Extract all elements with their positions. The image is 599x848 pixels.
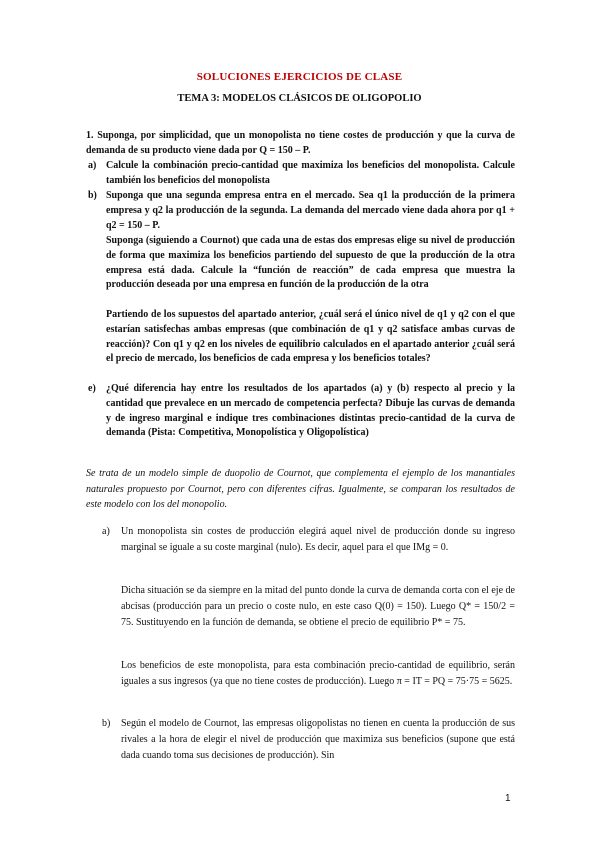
answer-a-paragraph-3: Los beneficios de este monopolista, para esta combinación precio-cantidad de equilibrio, serán iguales a sus ingresos (ya que no tiene costes de producción). Luego π = IT = PQ = 75·75 = 5625. xyxy=(121,660,515,687)
page-number: 1 xyxy=(505,793,511,804)
question-part-b-label: b) xyxy=(88,190,97,201)
document-title: SOLUCIONES EJERCICIOS DE CLASE xyxy=(196,71,403,83)
question-part-b-text: Suponga que una segunda empresa entra en el mercado. Sea q1 la producción de la primera empresa y q2 la producción de la segunda. La demanda del mercado viene dada ahora por q1 + q2 = 150 – P. xyxy=(106,190,515,231)
answer-b-label: b) xyxy=(102,718,111,729)
question-part-e xyxy=(88,382,515,441)
answer-a-paragraph-1 xyxy=(102,524,515,556)
question-1-statement: 1. Suponga, por simplicidad, que un monopolista no tiene costes de producción y que la curva de demanda de su producto viene dada por Q = 150 – P. xyxy=(86,130,515,156)
answer-b-text-1: Según el modelo de Cournot, las empresas oligopolistas no tienen en cuenta la producción de sus rivales a la hora de elegir el nivel de producción que maximiza sus beneficios (supone que está dada cuando toma sus decisiones de producción). Sin xyxy=(121,718,515,761)
answer-a-label: a) xyxy=(102,526,110,537)
question-part-e-text: ¿Qué diferencia hay entre los resultados de los apartados (a) y (b) respecto al precio y la cantidad que prevalece en un mercado de competencia perfecta? Dibuje las curvas de demanda y de ingreso marginal e indique tres combinaciones distintas precio-cantidad de la curva de demanda (Pista: Competitiva, Monopolística y Oligopolística) xyxy=(106,383,515,439)
question-part-a xyxy=(88,159,515,189)
answer-a-paragraph-2: Dicha situación se da siempre en la mitad del punto donde la curva de demanda corta con el eje de abcisas (producción para un precio o coste nulo, en este caso Q(0) = 150). Luego Q* = 150/2 = 75. Sustituyendo en la función de demanda, se obtiene el precio de equilibrio P* = 75. xyxy=(121,585,515,628)
question-part-d: Partiendo de los supuestos del apartado anterior, ¿cuál será el único nivel de q1 y q2 con el que estarían satisfechas ambas empresas (que combinación de q1 y q2 satisface ambas curvas de reacción)? Con q1 y q2 en los niveles de equilibrio calculados en el apartado anterior ¿cuál será el precio de mercado, los beneficios de cada empresa y los beneficios totales? xyxy=(106,309,515,365)
question-part-b xyxy=(88,189,515,233)
question-part-a-text: Calcule la combinación precio-cantidad que maximiza los beneficios del monopolista. Calcule también los beneficios del monopolista xyxy=(106,160,515,186)
document-subtitle: TEMA 3: MODELOS CLÁSICOS DE OLIGOPOLIO xyxy=(177,93,422,104)
intro-paragraph: Se trata de un modelo simple de duopolio de Cournot, que complementa el ejemplo de los manantiales naturales propuesto por Cournot, pero con diferentes cifras. Igualmente, se comparan los resultados de este modelo con los del monopolio. xyxy=(86,468,515,510)
question-part-c: Suponga (siguiendo a Cournot) que cada una de estas dos empresas elige su nivel de producción de forma que maximiza los beneficios partiendo del supuesto de que la producción de la otra empresa está dada. Calcule la “función de reacción” de cada empresa que muestra la producción deseada por una empresa en función de la producción de la otra xyxy=(106,235,515,291)
answer-b-paragraph-1 xyxy=(102,716,515,764)
question-part-e-label: e) xyxy=(88,383,96,394)
question-part-a-label: a) xyxy=(88,160,97,171)
answer-a-text-1: Un monopolista sin costes de producción elegirá aquel nivel de producción donde su ingreso marginal se iguale a su coste marginal (nulo). Es decir, aquel para el que IMg = 0. xyxy=(121,526,515,553)
